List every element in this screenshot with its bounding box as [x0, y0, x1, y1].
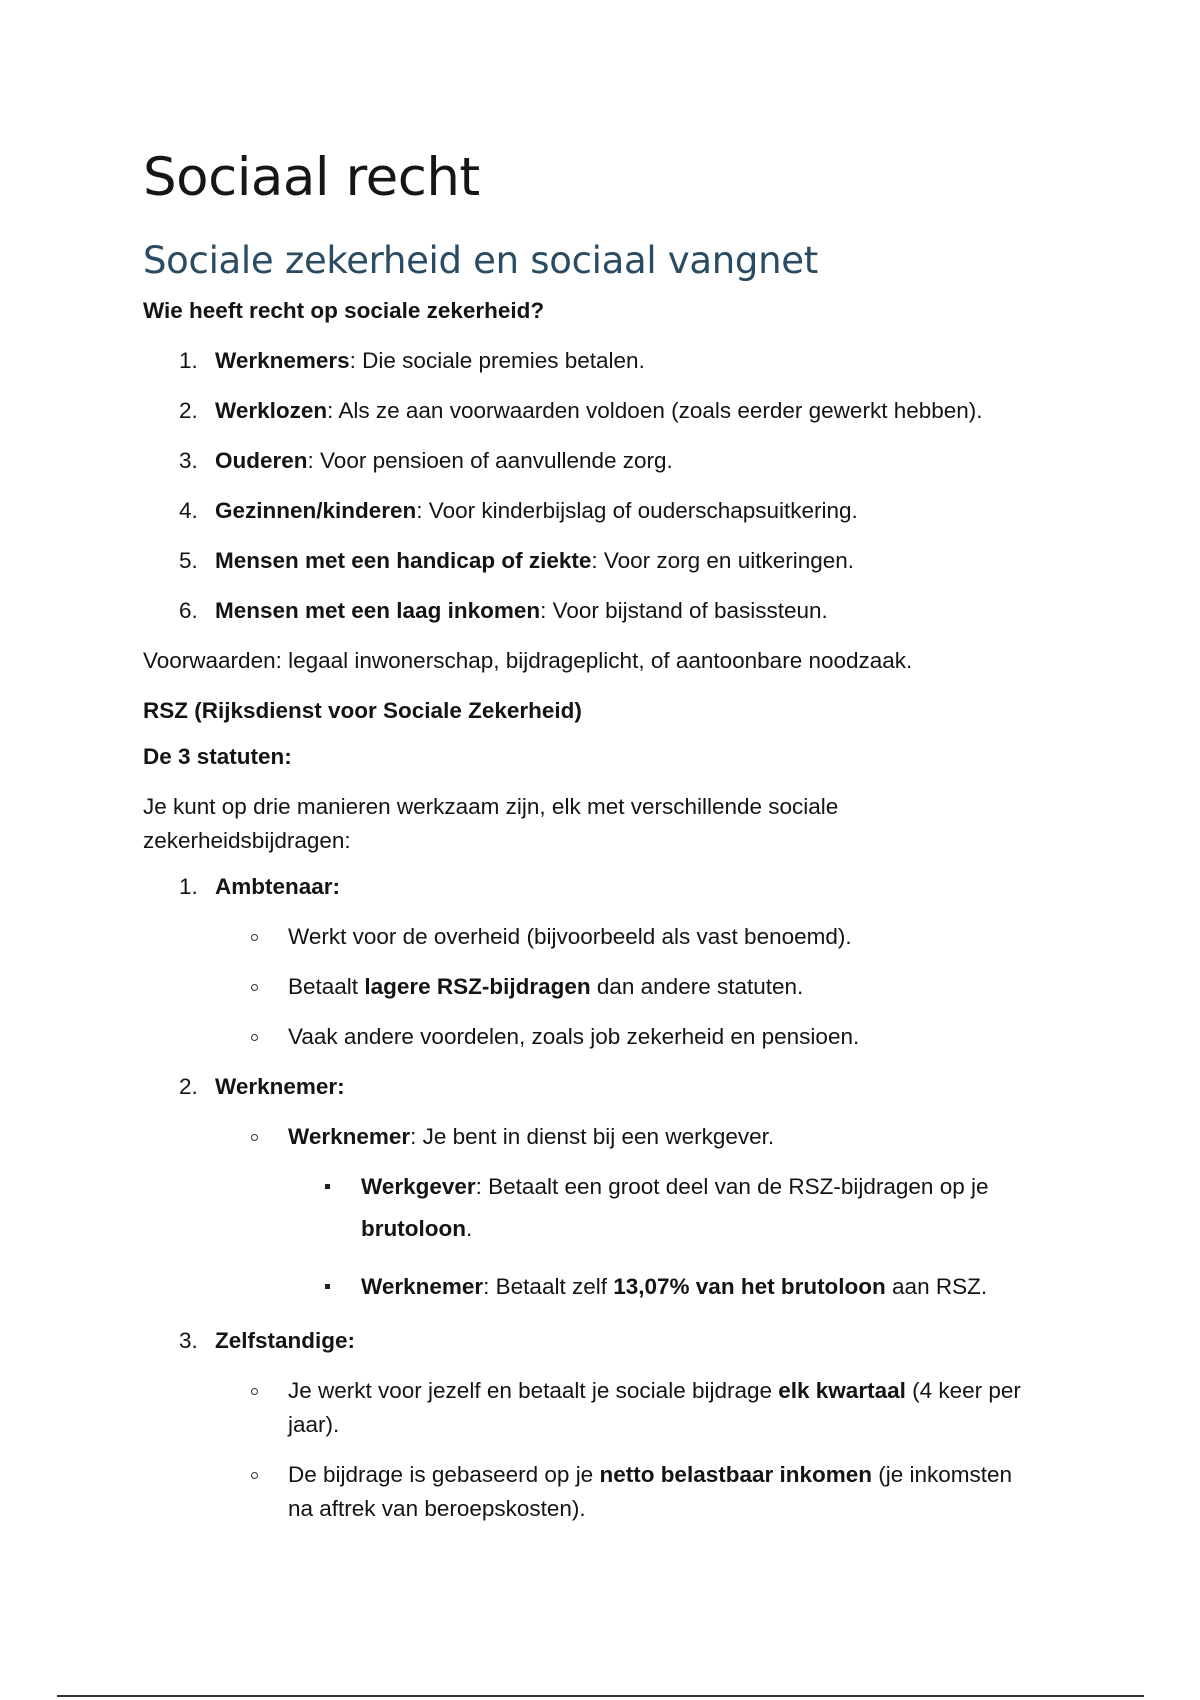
list-item	[143, 1458, 1033, 1526]
list-number: 5.	[179, 548, 198, 573]
circle-bullet-icon	[251, 1472, 258, 1479]
list-item	[143, 544, 1073, 578]
list-term: Mensen met een handicap of ziekte	[215, 548, 592, 573]
item-text: Je werkt voor jezelf en betaalt je sociale bijdrage	[288, 1378, 779, 1403]
square-bullet-icon	[325, 1184, 330, 1189]
page-divider	[57, 1695, 1144, 1697]
list-item	[143, 394, 1073, 428]
statuten-heading: De 3 statuten:	[143, 744, 292, 769]
circle-bullet-icon	[251, 1034, 258, 1041]
item-bold: Werkgever	[361, 1174, 476, 1199]
conditions-text: Voorwaarden: legaal inwonerschap, bijdrageplicht, of aantoonbare noodzaak.	[143, 648, 913, 673]
item-bold: lagere RSZ-bijdragen	[364, 974, 591, 999]
page-title: Sociaal recht	[143, 147, 480, 208]
list-number: 4.	[179, 498, 198, 523]
list-term: Werknemers	[215, 348, 350, 373]
list-item	[143, 920, 1073, 954]
list-item	[143, 1020, 1073, 1054]
item-bold: 13,07% van het brutoloon	[613, 1274, 886, 1299]
circle-bullet-icon	[251, 984, 258, 991]
statuten-list	[143, 870, 1073, 1526]
item-bold: Werknemer	[361, 1274, 484, 1299]
werknemer-subbullets	[143, 1166, 1073, 1308]
item-text: De bijdrage is gebaseerd op je	[288, 1462, 600, 1487]
section-heading: Sociale zekerheid en sociaal vangnet	[143, 239, 818, 282]
statuut-ambtenaar	[143, 870, 1073, 1054]
list-number: 1.	[179, 348, 198, 373]
item-text: .	[465, 1216, 473, 1241]
list-item	[143, 444, 1073, 478]
item-text: (je inkomsten na aftrek van beroepskosten).	[288, 1462, 1013, 1521]
circle-bullet-icon	[251, 1388, 258, 1395]
statuut-label: Zelfstandige:	[215, 1328, 356, 1353]
list-number: 2.	[179, 398, 198, 423]
intro-paragraph: Je kunt op drie manieren werkzaam zijn, elk met verschillende sociale zekerheidsbijdragen:	[143, 794, 839, 853]
list-text: : Voor kinderbijslag of ouderschapsuitkering.	[416, 498, 858, 523]
list-number: 6.	[179, 598, 198, 623]
ambtenaar-bullets	[143, 920, 1073, 1054]
item-bold: netto belastbaar inkomen	[599, 1462, 873, 1487]
list-item	[143, 970, 1073, 1004]
list-item	[143, 494, 1073, 528]
list-item	[143, 1374, 1033, 1442]
list-number: 1.	[179, 874, 198, 899]
item-bold: brutoloon	[361, 1216, 466, 1241]
list-item	[143, 1266, 1073, 1308]
item-text: : Je bent in dienst bij een werkgever.	[410, 1124, 775, 1149]
list-item	[143, 1166, 1073, 1250]
circle-bullet-icon	[251, 1134, 258, 1141]
list-item	[143, 594, 1073, 628]
list-text: : Voor zorg en uitkeringen.	[591, 548, 855, 573]
entitled-list	[143, 344, 1073, 628]
list-term: Werklozen	[215, 398, 328, 423]
item-text: aan RSZ.	[885, 1274, 988, 1299]
circle-bullet-icon	[251, 934, 258, 941]
item-bold: Werknemer	[288, 1124, 411, 1149]
item-text: (4 keer per jaar).	[288, 1378, 1021, 1437]
rsz-heading: RSZ (Rijksdienst voor Sociale Zekerheid)	[143, 698, 582, 723]
list-text: : Voor pensioen of aanvullende zorg.	[307, 448, 673, 473]
statuut-zelfstandige	[143, 1324, 1073, 1526]
list-item	[143, 344, 1073, 378]
list-text: : Als ze aan voorwaarden voldoen (zoals eerder gewerkt hebben).	[327, 398, 983, 423]
square-bullet-icon	[325, 1284, 330, 1289]
list-term: Ouderen	[215, 448, 308, 473]
list-item	[143, 1120, 1073, 1308]
statuut-werknemer	[143, 1070, 1073, 1308]
list-text: : Voor bijstand of basissteun.	[540, 598, 828, 623]
werknemer-bullets	[143, 1120, 1073, 1308]
item-text: : Betaalt een groot deel van de RSZ-bijdragen op je	[475, 1174, 989, 1199]
item-bold: elk kwartaal	[778, 1378, 906, 1403]
list-number: 2.	[179, 1074, 198, 1099]
statuut-label: Werknemer:	[215, 1074, 345, 1099]
list-term: Gezinnen/kinderen	[215, 498, 417, 523]
item-text: Betaalt	[288, 974, 365, 999]
item-text: dan andere statuten.	[590, 974, 804, 999]
item-text: Vaak andere voordelen, zoals job zekerheid en pensioen.	[288, 1024, 860, 1049]
document-content	[143, 142, 1073, 1526]
question-heading: Wie heeft recht op sociale zekerheid?	[143, 298, 545, 323]
statuut-label: Ambtenaar:	[215, 874, 341, 899]
item-text: : Betaalt zelf	[483, 1274, 614, 1299]
list-number: 3.	[179, 448, 198, 473]
list-text: : Die sociale premies betalen.	[349, 348, 645, 373]
zelfstandige-bullets	[143, 1374, 1143, 1526]
list-number: 3.	[179, 1328, 198, 1353]
item-text: Werkt voor de overheid (bijvoorbeeld als vast benoemd).	[288, 924, 852, 949]
list-term: Mensen met een laag inkomen	[215, 598, 541, 623]
